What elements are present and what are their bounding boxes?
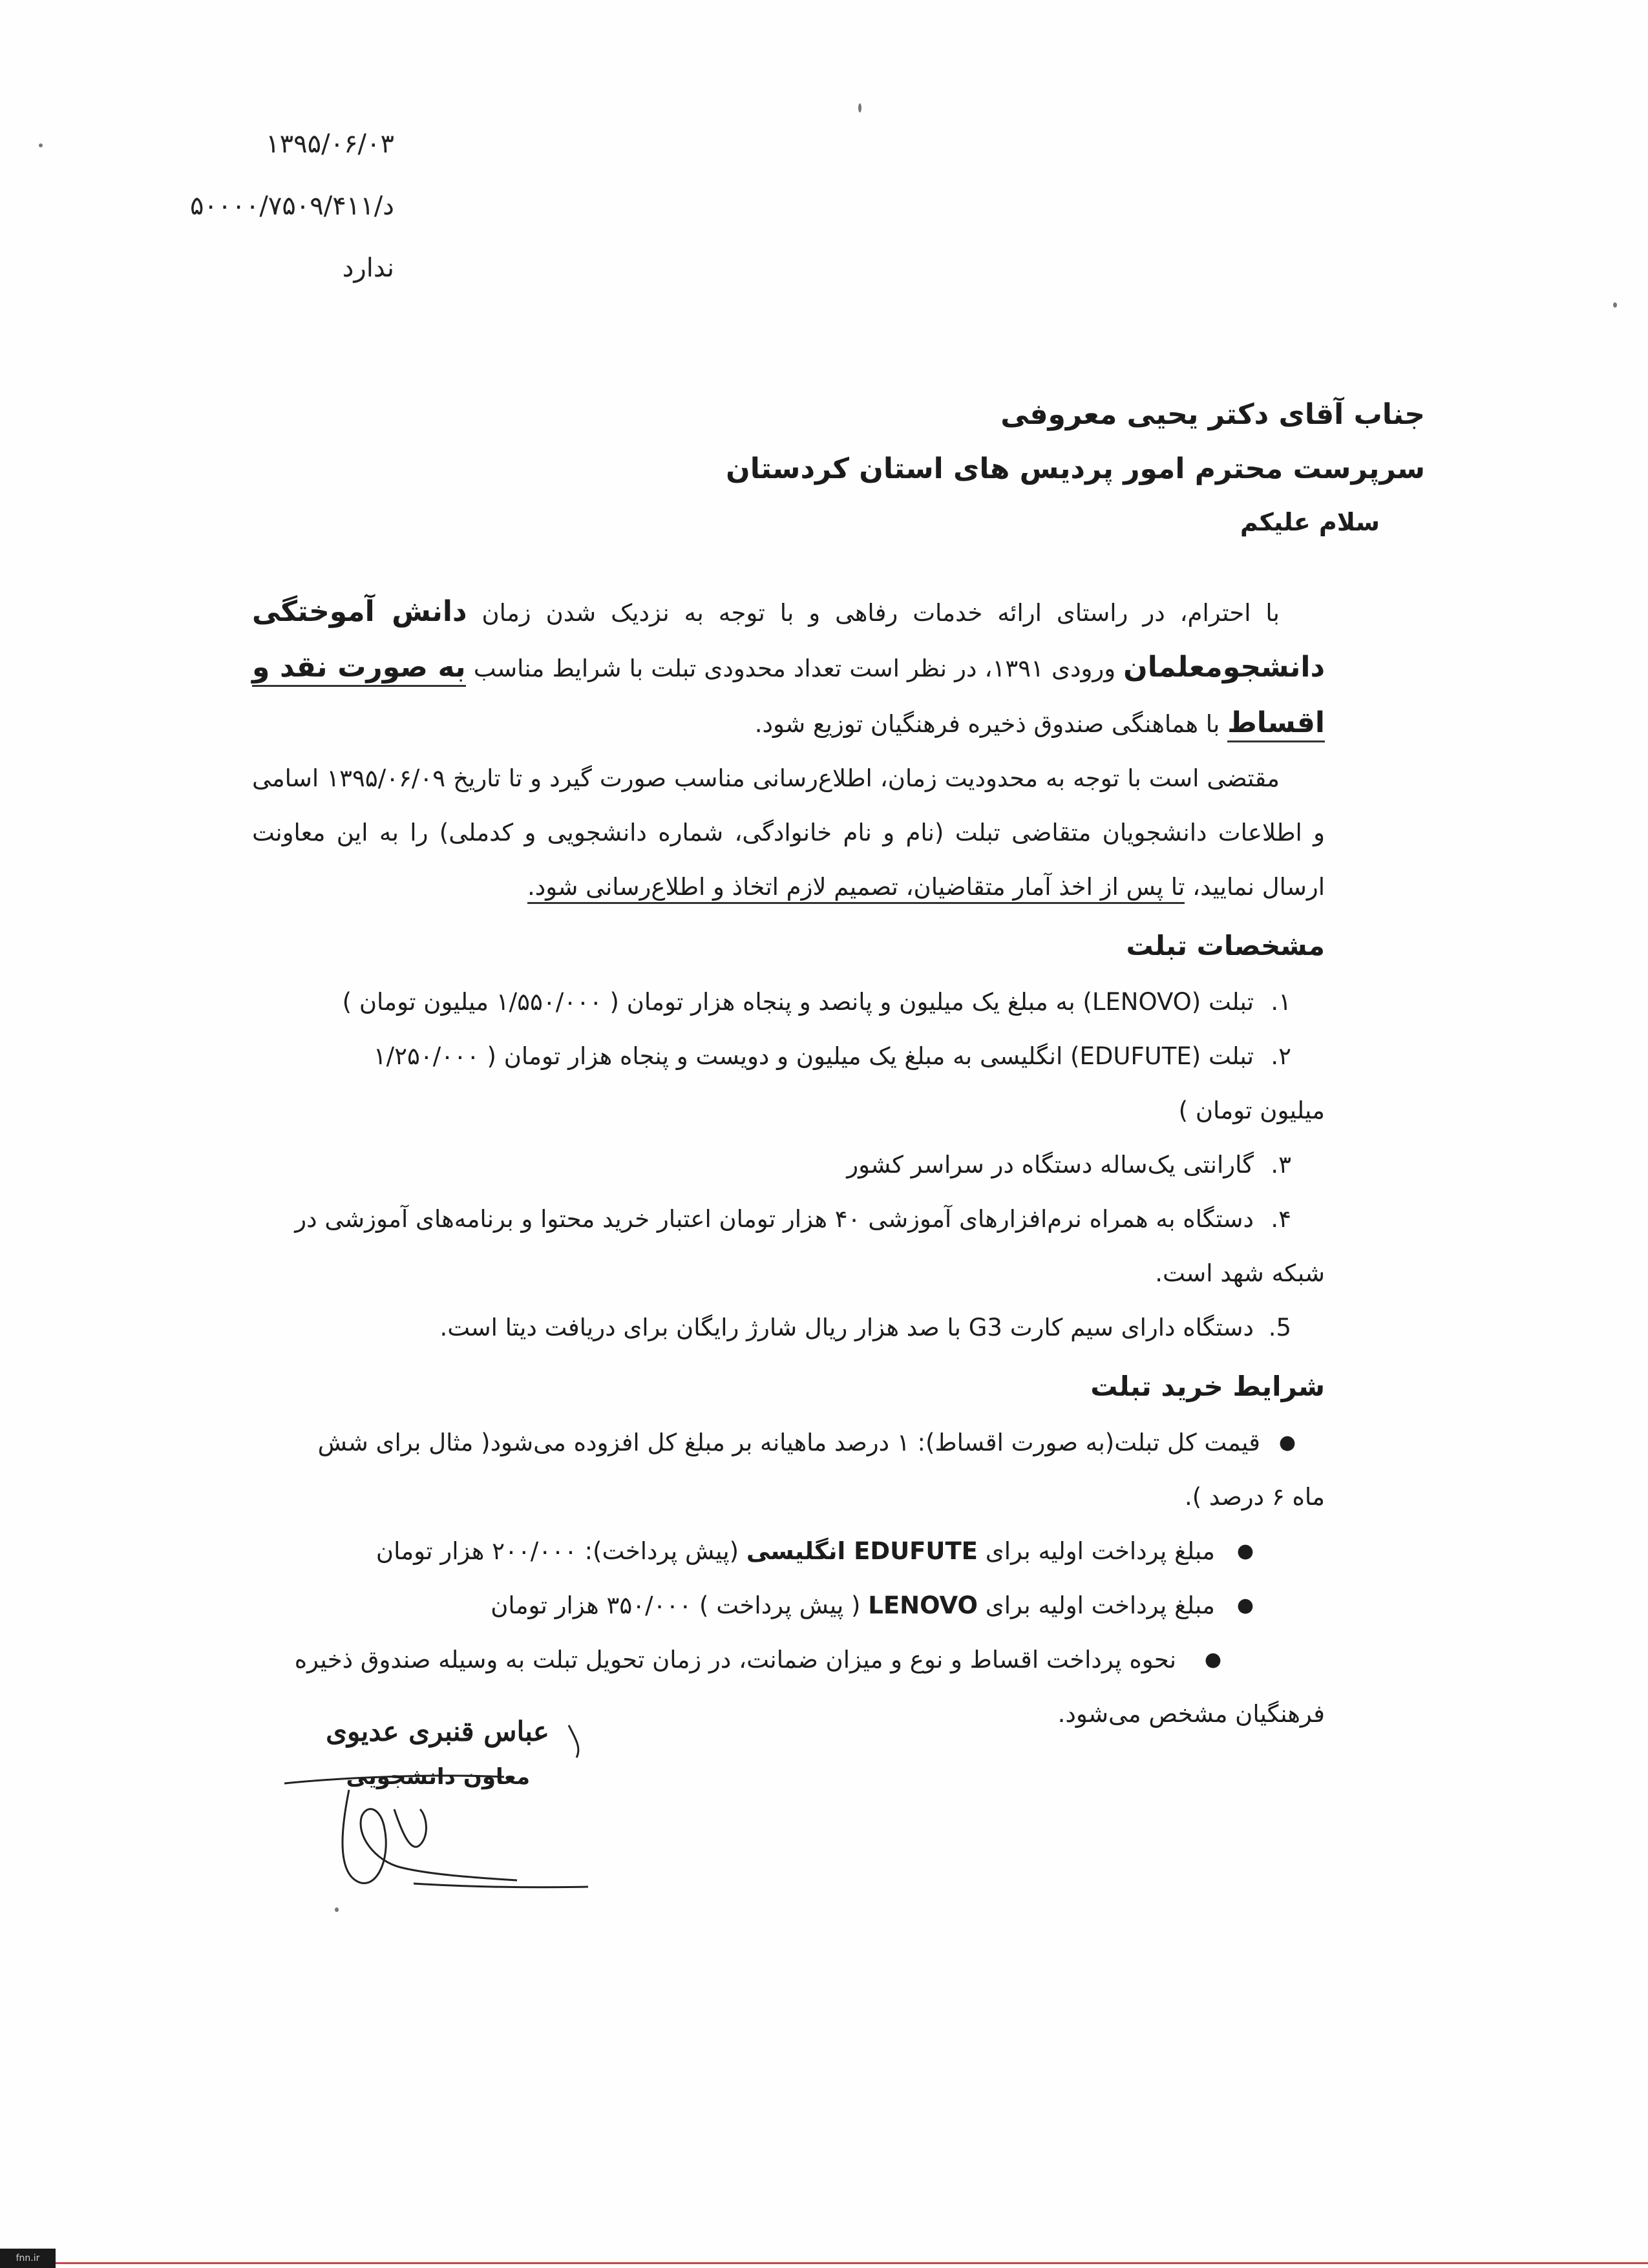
list-text: تبلت (EDUFUTE) انگلیسی به مبلغ یک میلیون و دویست و پنجاه هزار تومان ( ۱/۲۵۰/۰۰۰ [373,1042,1254,1070]
list-item [252,1524,1325,1579]
source-tag: fnn.ir [0,2249,56,2268]
paragraph-intro [252,585,1325,751]
recipient-block [262,388,1425,548]
signatory-role: معاون دانشجویی [346,1764,530,1790]
bullet-icon: ● [1236,1594,1254,1617]
intro-underline-payment: به صورت نقد و اقساط [252,651,1325,742]
conditions-title: شرایط خرید تبلت [1090,1370,1325,1402]
bullet-icon: ● [1278,1431,1296,1454]
list-item [252,1029,1325,1138]
greeting: سلام علیکم [1240,508,1380,536]
conditions-list [252,1416,1325,1741]
deadline-text: مقتضی است با توجه به محدودیت زمان، اطلاع‌رسانی مناسب صورت گیرد و تا تاریخ ۱۳۹۵/۰۶/۰۹ اسامی و اطلاعات دانشجویان متقاضی تبلت (نام و نام خانوادگی، شماره دانشجویی و کدملی) را به این معاونت ارسال نمایید، [252,764,1325,901]
letter-body [252,585,1325,1741]
scan-speck [858,103,861,112]
intro-bold-graduation: دانش آموختگی دانشجومعلمان [252,595,1326,684]
list-item [252,1138,1325,1192]
recipient-title: سرپرست محترم امور پردیس های استان کردستان [726,452,1425,485]
list-text-continued: میلیون تومان ) [1178,1097,1325,1124]
list-item [252,1301,1325,1355]
list-item [252,975,1325,1029]
list-text-continued: ماه ۶ درصد ). [1184,1483,1325,1511]
list-text: مبلغ پرداخت اولیه برای [985,1537,1215,1565]
list-text: دستگاه به همراه نرم‌افزارهای آموزشی ۴۰ هزار تومان اعتبار خرید محتوا و برنامه‌های آموزشی در [295,1205,1254,1233]
bullet-icon: ● [1204,1648,1221,1671]
signatory-name: عباس قنبری عدیوی [326,1716,549,1747]
list-item [252,1416,1325,1524]
list-text-bold: EDUFUTE انگلیسی [746,1537,978,1565]
list-number: 5. [1268,1314,1291,1341]
scan-speck [335,1907,339,1912]
signature-block [278,1706,549,1796]
footer-strip [0,2243,1648,2268]
scan-speck [1613,302,1617,308]
bullet-icon: ● [1236,1540,1254,1562]
list-text-continued: شبکه شهد است. [1155,1259,1325,1287]
specs-list [252,975,1325,1355]
list-text: تبلت (LENOVO) به مبلغ یک میلیون و پانصد و پنجاه هزار تومان ( ۱/۵۵۰/۰۰۰ میلیون تومان ) [342,988,1254,1016]
list-item [252,1579,1325,1633]
letter-meta [162,113,394,299]
list-text-bold: LENOVO [868,1591,978,1619]
intro-text-a: با احترام، در راستای ارائه خدمات رفاهی و با توجه به نزدیک شدن زمان [481,599,1280,627]
list-text: گارانتی یک‌ساله دستگاه در سراسر کشور [847,1151,1254,1179]
recipient-name: جناب آقای دکتر یحیی معروفی [1000,398,1425,431]
paragraph-deadline [252,751,1325,914]
intro-text-c: با هماهنگی صندوق ذخیره فرهنگیان توزیع شود. [754,710,1220,738]
list-number: ۲. [1271,1042,1291,1070]
list-text: دستگاه دارای سیم کارت G3 با صد هزار ریال شارژ رایگان برای دریافت دیتا است. [439,1314,1254,1341]
list-number: ۱. [1271,988,1291,1016]
deadline-underline: تا پس از اخذ آمار متقاضیان، تصمیم لازم اتخاذ و اطلاع‌رسانی شود. [527,873,1185,904]
list-text: نحوه پرداخت اقساط و نوع و میزان ضمانت، در زمان تحویل تبلت به وسیله صندوق ذخیره [294,1646,1176,1674]
intro-text-b: ورودی ۱۳۹۱، در نظر است تعداد محدودی تبلت با شرایط مناسب [473,655,1116,682]
specs-title: مشخصات تبلت [1126,930,1325,961]
list-item [252,1192,1325,1301]
list-number: ۳. [1271,1151,1291,1179]
list-text: ( پیش پرداخت ) ۳۵۰/۰۰۰ هزار تومان [491,1591,861,1619]
list-text: مبلغ پرداخت اولیه برای [985,1591,1215,1619]
list-text-continued: فرهنگیان مشخص می‌شود. [1057,1700,1325,1728]
list-text: قیمت کل تبلت(به صورت اقساط): ۱ درصد ماهیانه بر مبلغ کل افزوده می‌شود( مثال برای شش [317,1429,1260,1456]
scan-speck [39,143,43,147]
list-text: (پیش پرداخت): ۲۰۰/۰۰۰ هزار تومان [375,1537,739,1565]
letter-number: د/۵۰۰۰۰/۷۵۰۹/۴۱۱ [189,191,394,221]
letter-date: ۱۳۹۵/۰۶/۰۳ [266,129,394,159]
letter-attachment: ندارد [342,253,394,283]
list-number: ۴. [1271,1205,1291,1233]
footer-rule [56,2262,1648,2264]
